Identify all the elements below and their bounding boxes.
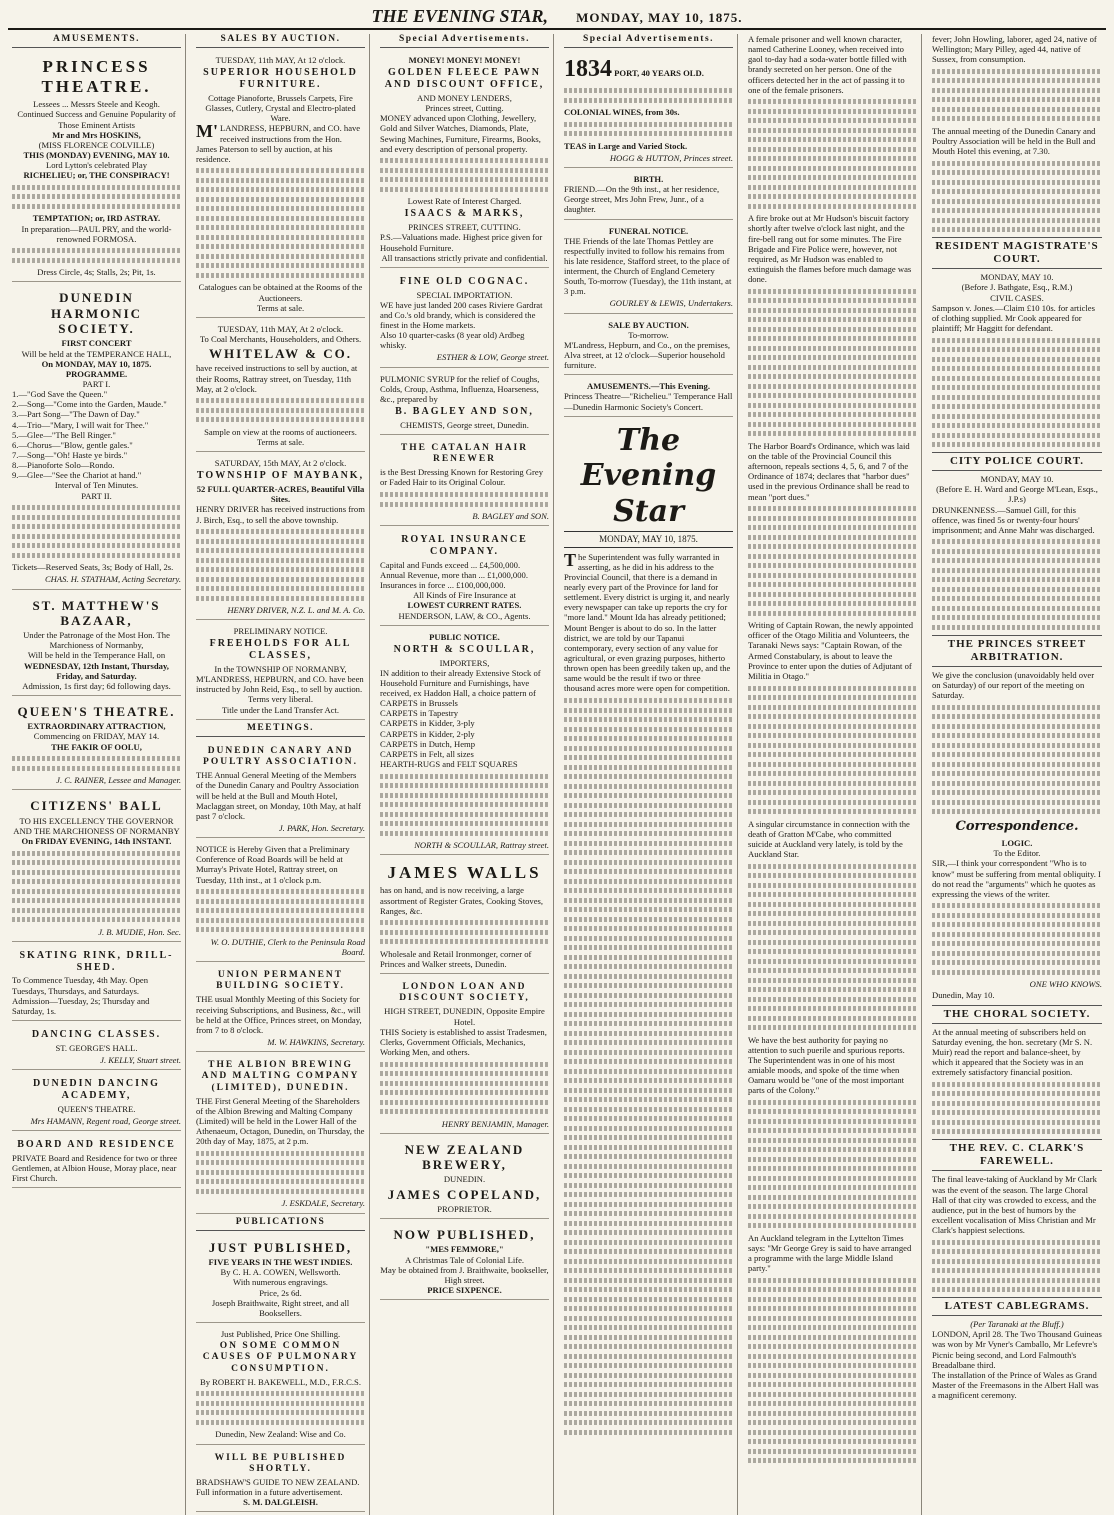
ad-line: COLONIAL WINES, from 30s. xyxy=(564,107,680,118)
ad-line: P.S.—Valuations made. Highest price given for Household Furniture. xyxy=(380,232,543,253)
ad-maybank-township xyxy=(196,455,365,620)
ad-line: Just Published, Price One Shilling. xyxy=(220,1328,341,1339)
ad-line: M'Landress, Hepburn, and Co., on the premises, Alva street, at 12 o'clock—Superior household furniture. xyxy=(564,339,730,371)
ad-line: PORT, 40 YEARS OLD. xyxy=(614,68,704,79)
letter-date: Dunedin, May 10. xyxy=(932,989,995,1000)
ad-james-walls xyxy=(380,858,549,974)
ad-title: WHITELAW & CO. xyxy=(209,346,352,362)
ad-dancing-academy xyxy=(12,1073,181,1131)
program-item: 2.—Song—"Come into the Garden, Maude." xyxy=(12,399,167,410)
ad-signature: Dunedin, New Zealand: Wise and Co. xyxy=(215,1429,346,1440)
ad-signature: J. KELLY, Stuart street. xyxy=(100,1054,181,1065)
ad-signature: W. O. DUTHIE, Clerk to the Peninsula Road Board. xyxy=(210,936,365,957)
ad-line: TUESDAY, 11th MAY, At 12 o'clock. xyxy=(215,55,346,66)
section-sales-by-auction: SALES BY AUCTION. xyxy=(196,34,365,48)
section-special-ads-2: Special Advertisements. xyxy=(564,34,733,48)
news-paragraph: Sampson v. Jones.—Claim £10 10s. for articles of clothing supplied. Mr Cook appeared for plaintiff; Mr Haggitt for defendant. xyxy=(932,302,1095,333)
ad-line: PART I. xyxy=(82,379,111,390)
text-filler xyxy=(748,289,917,437)
news-paragraph: DRUNKENNESS.—Samuel Gill, for this offence, was fined 5s or twenty-four hours' imprisonment; and Anne Mahr was discharged. xyxy=(932,504,1095,535)
text-filler xyxy=(748,506,917,616)
ad-line: On FRIDAY EVENING, 14th INSTANT. xyxy=(21,836,172,846)
paper-title: The Evening Star xyxy=(580,422,717,529)
ad-line: THE First General Meeting of the Shareholders of the Albion Brewing and Malting Company (Limited) will be held in the Lower Hall of the Athenaeum, Octagon, Dunedin, on Thursday, the 20th day of May, 1875, at 2 p.m. xyxy=(196,1095,365,1147)
masthead-title: THE EVENING STAR, xyxy=(371,6,549,26)
column-3 xyxy=(376,34,554,1515)
ad-line: NOTICE is Hereby Given that a Preliminary Conference of Road Boards will be held at Murray's Private Hotel, Rattray street, on Tuesday, 11th inst., at 1 o'clock p.m. xyxy=(196,844,350,885)
ad-line: THE Annual General Meeting of the Members of the Dunedin Canary and Poultry Association will be held at the Bull and Mouth Hotel, Maclaggan street, on Monday, 10th May, at half past 7 o'clock. xyxy=(196,770,361,821)
ad-hair-renewer xyxy=(380,438,549,526)
ad-title: GOLDEN FLEECE PAWN AND DISCOUNT OFFICE, xyxy=(384,67,545,91)
ad-line: Interval of Ten Minutes. xyxy=(54,480,139,491)
ad-title: DUNEDIN CANARY AND POULTRY ASSOCIATION. xyxy=(203,745,358,768)
ad-line: Lessees ... Messrs Steele and Keogh. xyxy=(33,99,160,110)
ad-coal-auction xyxy=(196,321,365,452)
ad-line: Wholesale and Retail Ironmonger, corner of Princes and Walker streets, Dunedin. xyxy=(380,948,532,969)
news-paragraph: A female prisoner and well known character, named Catherine Looney, when received into gaol to-day had a soda-water bottle filled with brandy secreted on her person. One of the officers detected her in the act of passing it to one of the female prisoners. xyxy=(748,34,907,95)
text-filler xyxy=(380,1062,549,1115)
program-item: 5.—Glee—"The Bell Ringer." xyxy=(12,429,116,440)
text-filler xyxy=(564,88,733,103)
letter-title: LOGIC. xyxy=(1001,838,1033,849)
ad-board-residence xyxy=(12,1134,181,1188)
ad-title: PUBLIC NOTICE. xyxy=(429,631,500,642)
ad-title: SALE BY AUCTION. xyxy=(608,319,689,330)
text-filler xyxy=(196,1151,365,1194)
ad-line: By C. H. A. COWEN, Wellsworth. xyxy=(220,1267,341,1278)
list-item: CARPETS in Brussels xyxy=(380,698,458,709)
ad-line: All Kinds of Fire Insurance at xyxy=(413,590,516,601)
list-item: CARPETS in Dutch, Hemp xyxy=(380,738,476,749)
text-filler xyxy=(12,851,181,923)
ad-title: FREEHOLDS FOR ALL CLASSES, xyxy=(209,638,352,662)
editorial-text: The Superintendent was fully warranted in asserting, as he did in his address to the Provincial Council, that there is a demand in nearly every part of the Province for land for settlement. Every district is urging it, and nearly every newspaper can take up reports the cry for "more land." Mount Ida has already petitioned; Mount Benger is about to do so. In the latter district, we are told by our Tapanui contemporary, every section of any value for agricultural, or even grazing purposes, hitherto thrown open has been greedily taken up, and the same would be the result if two or three thousand acres more were open for competition. xyxy=(564,549,731,694)
ad-title: NORTH & SCOULLAR, xyxy=(393,643,536,655)
ad-line: LOWEST CURRENT RATES. xyxy=(407,600,522,611)
news-paragraph: Writing of Captain Rowan, the newly appointed officer of the Otago Militia and Volunteers, the Taranaki News says: "Captain Rowan, of the Armed Constabulary, is about to leave the Province to enter upon the duties of Adjutant of Militia in Otago." xyxy=(748,620,914,681)
ad-line: "MES FEMMORE," xyxy=(425,1244,504,1255)
ad-line: On MONDAY, MAY 10, 1875. xyxy=(41,358,152,369)
section-meetings: MEETINGS. xyxy=(196,723,365,737)
ad-title: LONDON LOAN AND DISCOUNT SOCIETY, xyxy=(399,982,530,1004)
ad-line: IMPORTERS, xyxy=(439,657,490,668)
masthead xyxy=(8,6,1106,30)
ad-line: HIGH STREET, DUNEDIN, Opposite Empire Hotel. xyxy=(384,1006,545,1027)
ad-line: 52 FULL QUARTER-ACRES, Beautiful Villa Sites. xyxy=(196,484,365,505)
ad-line: TO HIS EXCELLENCY THE GOVERNOR xyxy=(19,815,174,826)
ad-line: Lord Lytton's celebrated Play xyxy=(45,160,148,171)
ad-line: PROGRAMME. xyxy=(65,368,128,379)
text-filler xyxy=(380,774,549,836)
ad-line: Will be held in the Temperance Hall, on xyxy=(27,650,166,661)
ad-title: QUEEN'S THEATRE. xyxy=(17,704,176,719)
ad-line: To Coal Merchants, Householders, and Others. xyxy=(199,333,362,344)
notice-sale-by-auction xyxy=(564,317,733,376)
ad-title: TOWNSHIP OF MAYBANK, xyxy=(196,470,365,482)
ad-title: NEW ZEALAND BREWERY, xyxy=(404,1141,525,1173)
ad-line: THE FAKIR OF OOLU, xyxy=(51,741,142,752)
section-resident-magistrate: RESIDENT MAGISTRATE'S COURT. xyxy=(932,237,1102,269)
news-paragraph: LONDON, April 28. The Two Thousand Guineas was won by Mr Vyner's Camballo, Mr Lefevre's Picnic being second, and Lord Falmouth's Breadalbane third. xyxy=(932,1329,1102,1370)
ad-line: is the Best Dressing Known for Restoring Grey or Faded Hair to its Original Colour. xyxy=(380,467,544,488)
ad-line: Admission, 1s first day; 6d following days. xyxy=(22,680,171,691)
notice-birth xyxy=(564,171,733,220)
ad-line: Commencing on FRIDAY, MAY 14. xyxy=(33,731,160,742)
ad-road-boards xyxy=(196,841,365,962)
ad-now-published xyxy=(380,1222,549,1300)
notice-amusements xyxy=(564,378,733,416)
ad-line: Annual Revenue, more than ... £1,000,000. xyxy=(380,569,528,580)
text-filler xyxy=(196,529,365,601)
ad-title: ISAACS & MARKS, xyxy=(404,208,525,220)
column-5 xyxy=(744,34,922,1515)
ad-line: M'LANDRESS, HEPBURN, and CO. have been instructed by John Reid, Esq., to sell by auction. xyxy=(196,674,364,695)
ad-line: BRADSHAW'S GUIDE TO NEW ZEALAND. Full information in a future advertisement. xyxy=(196,1476,360,1498)
ad-golden-fleece xyxy=(380,52,549,268)
paper-date: MONDAY, MAY 10, 1875. xyxy=(564,531,733,548)
ad-line: THE usual Monthly Meeting of this Society for receiving Subscriptions, and Business, &c., will be held at the Office, Princes street, on Monday, from 7 to 8 o'clock. xyxy=(196,994,362,1035)
ad-line: THIS Society is established to assist Tradesmen, Clerks, Government Officials, Mechanics, Working Men, and others. xyxy=(380,1026,547,1058)
ad-title: SUPERIOR HOUSEHOLD FURNITURE. xyxy=(203,67,358,91)
section-correspondence: Correspondence. xyxy=(955,818,1079,834)
text-filler xyxy=(564,698,733,1435)
ad-dancing-classes xyxy=(12,1024,181,1070)
program-item: 8.—Pianoforte Solo—Rondo. xyxy=(12,460,115,471)
ad-line: Capital and Funds exceed ... £4,500,000. xyxy=(380,559,521,570)
text-filler xyxy=(380,158,549,192)
ad-signature: HENDERSON, LAW, & CO., Agents. xyxy=(398,610,531,621)
ad-canary-poultry xyxy=(196,741,365,838)
ad-title: JAMES COPELAND, xyxy=(387,1186,542,1202)
ad-queens-theatre xyxy=(12,699,181,790)
ad-line: Catalogues can be obtained at the Rooms of the Auctioneers. xyxy=(198,282,363,303)
court-date: MONDAY, MAY 10. xyxy=(980,272,1054,283)
columns xyxy=(8,34,1106,1508)
ad-title: ON SOME COMMON CAUSES OF PULMONARY CONSUMPTION. xyxy=(202,1341,359,1374)
ad-line: DUNEDIN. xyxy=(443,1174,486,1185)
ad-line: THIS (MONDAY) EVENING, MAY 10. xyxy=(23,150,170,160)
ad-title: JUST PUBLISHED, xyxy=(208,1239,353,1255)
ad-line: EXTRAORDINARY ATTRACTION, xyxy=(27,721,166,732)
text-filler xyxy=(196,398,365,422)
text-filler xyxy=(748,99,917,209)
text-filler xyxy=(748,1278,917,1464)
ad-line: ST. GEORGE'S HALL. xyxy=(55,1042,138,1053)
ad-nz-brewery xyxy=(380,1137,549,1219)
text-filler xyxy=(12,248,181,263)
ad-signature: GOURLEY & LEWIS, Undertakers. xyxy=(609,298,733,309)
column-4 xyxy=(560,34,738,1515)
ad-line: TEMPTATION; or, IRD ASTRAY. xyxy=(32,213,161,224)
ad-signature: J. B. MUDIE, Hon. Sec. xyxy=(98,926,181,937)
ad-signature: CHAS. H. STATHAM, Acting Secretary. xyxy=(44,574,181,585)
text-filler xyxy=(380,492,549,507)
ad-pulmonic-syrup xyxy=(380,371,549,435)
ad-line: Title under the Land Transfer Act. xyxy=(221,704,340,715)
ad-title: CITIZENS' BALL xyxy=(30,798,163,814)
ad-line: TEAS in Large and Varied Stock. xyxy=(564,140,688,151)
ad-line: Joseph Braithwaite, Right street, and all Booksellers. xyxy=(211,1297,350,1318)
text-filler xyxy=(932,1240,1102,1293)
ad-title: UNION PERMANENT BUILDING SOCIETY. xyxy=(216,970,345,992)
ad-signature: Mrs HAMANN, Regent road, George street. xyxy=(30,1115,181,1126)
ad-line: PRELIMINARY NOTICE. xyxy=(233,626,328,637)
ad-line: Admission—Tuesday, 2s; Thursday and Saturday, 1s. xyxy=(12,995,150,1016)
news-paragraph: A fire broke out at Mr Hudson's biscuit factory shortly after twelve o'clock last night, and the fire-bell rang out for some minutes. The Fire Brigade and Fire Police were, however, not required, as Mr Hudson was enabled to extinguish the flames before much damage was done. xyxy=(748,213,912,285)
ad-line: Princes street, Cutting. xyxy=(425,103,504,114)
ad-line: QUEEN'S THEATRE. xyxy=(57,1103,136,1114)
ad-line: WE have just landed 200 cases Riviere Gardrat and Co.'s old brandy, which is considered the finest in the Home markets. xyxy=(380,299,543,330)
text-filler xyxy=(932,1082,1102,1135)
section-princes-street-arbitration: THE PRINCES STREET ARBITRATION. xyxy=(932,635,1102,667)
text-filler xyxy=(196,168,365,278)
program-item: 6.—Chorus—"Blow, gentle gales." xyxy=(12,439,133,450)
ad-line: Under the Patronage of the Most Hon. The Marchioness of Normanby, xyxy=(23,630,170,651)
ad-title: AMUSEMENTS.—This Evening. xyxy=(587,381,710,392)
ad-line: has on hand, and is now receiving, a large assortment of Register Grates, Cooking Stoves, Ranges, &c. xyxy=(380,885,544,916)
section-special-ads: Special Advertisements. xyxy=(380,34,549,48)
ad-line: Terms at sale. xyxy=(256,302,305,313)
ad-line: HENRY DRIVER has received instructions from J. Birch, Esq., to sell the above township. xyxy=(196,504,365,525)
text-filler xyxy=(932,338,1102,448)
news-paragraph: A singular circumstance in connection with the death of Gratton M'Cabe, who committed suicide at Auckland very lately, is told by the Auckland Star. xyxy=(748,818,910,859)
wine-year: 1834 xyxy=(564,56,612,83)
ad-signature: J. PARK, Hon. Secretary. xyxy=(278,823,365,834)
ad-line: All transactions strictly private and confidential. xyxy=(381,252,548,263)
cable-source: (Per Taranaki at the Bluff.) xyxy=(970,1319,1064,1330)
court-date: MONDAY, MAY 10. xyxy=(980,474,1054,485)
ad-line: Those Eminent Artists xyxy=(58,119,135,130)
list-item: CARPETS in Kidder, 3-ply xyxy=(380,718,475,729)
news-paragraph: SIR,—I think your correspondent "Who is to know" must be suffering from mental obliquity. I do not read the "arguments" which he quotes as expressing the views of the writer. xyxy=(932,858,1101,899)
ad-furniture-auction xyxy=(196,52,365,318)
ad-citizens-ball xyxy=(12,793,181,941)
ad-title: DANCING CLASSES. xyxy=(31,1028,162,1040)
section-amusements: AMUSEMENTS. xyxy=(12,34,181,48)
ad-title: B. BAGLEY AND SON, xyxy=(395,405,534,417)
ad-line: Sample on view at the rooms of auctioneers. Terms at sale. xyxy=(204,426,357,448)
court-bench: (Before E. H. Ward and George M'Lean, Esqs., J.P.s) xyxy=(936,484,1098,505)
ad-skating-rink xyxy=(12,945,181,1021)
ad-signature: HENRY BENJAMIN, Manager. xyxy=(441,1118,549,1129)
text-filler xyxy=(12,505,181,558)
ad-line: FRIEND.—On the 9th inst., at her residence, George street, Mrs John Frew, Junr., of a daughter. xyxy=(564,184,720,215)
ad-signature: J. C. RAINER, Lessee and Manager. xyxy=(56,775,181,786)
text-filler xyxy=(196,1391,365,1425)
ad-line: PULMONIC SYRUP for the relief of Coughs, Colds, Croup, Asthma, Influenza, Hoarseness, &c., prepared by xyxy=(380,373,540,404)
ad-royal-insurance xyxy=(380,529,549,625)
ad-north-scoullar xyxy=(380,629,549,856)
ad-line: To Commence Tuesday, 4th May. Open Tuesdays, Thursdays, and Saturdays. xyxy=(12,975,149,996)
ad-line: (MISS FLORENCE COLVILLE) xyxy=(38,139,155,150)
ad-signature: J. ESKDALE, Secretary. xyxy=(281,1198,365,1209)
ad-line: AND THE MARCHIONESS OF NORMANBY xyxy=(13,825,180,836)
ad-line: MONEY! MONEY! MONEY! xyxy=(408,55,521,66)
news-paragraph: An Auckland telegram in the Lyttelton Times says: "Mr George Grey is said to have arranged a programme with the large Middle Island party." xyxy=(748,1232,912,1274)
program-item: 4.—Trio—"Mary, I will wait for Thee." xyxy=(12,419,149,430)
ad-signature: HENRY DRIVER, N.Z. L. and M. A. Co. xyxy=(227,605,365,616)
ad-signature: NORTH & SCOULLAR, Rattray street. xyxy=(414,840,549,851)
news-paragraph: We give the conclusion (unavoidably held over on Saturday) of our report of the meeting on Saturday. xyxy=(932,669,1095,701)
ad-title: BIRTH. xyxy=(633,173,664,184)
ad-port-wine xyxy=(564,52,733,168)
text-filler xyxy=(748,686,917,815)
ad-line: With numerous engravings. xyxy=(233,1277,328,1288)
ad-building-society xyxy=(196,965,365,1052)
ad-line: In preparation—PAUL PRY, and the world-renowned FORMOSA. xyxy=(21,223,172,244)
ad-line: CHEMISTS, George street, Dunedin. xyxy=(400,419,529,430)
ad-line: SATURDAY, 15th MAY, At 2 o'clock. xyxy=(214,458,347,469)
text-filler xyxy=(196,889,365,932)
ad-line: To-morrow. xyxy=(628,329,669,340)
text-filler xyxy=(748,864,917,1031)
list-item: CARPETS in Tapestry xyxy=(380,708,459,719)
ad-normanby-freeholds xyxy=(196,623,365,719)
ad-title: WILL BE PUBLISHED SHORTLY. xyxy=(214,1452,347,1474)
ad-title: DUNEDIN DANCING ACADEMY, xyxy=(33,1078,160,1101)
ad-title: FUNERAL NOTICE. xyxy=(608,225,689,236)
ad-title: SKATING RINK, DRILL-SHED. xyxy=(19,949,174,973)
letter-salutation: To the Editor. xyxy=(993,848,1041,859)
masthead-date: MONDAY, MAY 10, 1875. xyxy=(576,10,743,25)
ad-line: RICHELIEU; or, THE CONSPIRACY! xyxy=(23,170,170,181)
ad-london-loan xyxy=(380,977,549,1134)
ad-line: FIVE YEARS IN THE WEST INDIES. xyxy=(208,1257,353,1268)
ad-title: ST. MATTHEW'S BAZAAR, xyxy=(32,597,161,628)
ad-line: AND MONEY LENDERS, xyxy=(417,92,512,103)
ad-line: By ROBERT H. BAKEWELL, M.D., F.R.C.S. xyxy=(200,1376,361,1387)
notice-funeral xyxy=(564,223,733,314)
news-paragraph: At the annual meeting of subscribers held on Saturday evening, the hon. secretary (Mr S. N. Muir) read the report and balance-sheet, by which it appeared that the Society was in an extremely satisfactory financial position. xyxy=(932,1026,1093,1078)
section-clark-farewell: THE REV. C. CLARK'S FAREWELL. xyxy=(932,1139,1102,1171)
news-paragraph: We have the best authority for paying no attention to such puerile and spurious reports. The Superintendent was in one of his most amiable moods, and spoke of the time when Oamaru would be "one of the most important parts of the Colony." xyxy=(748,1034,905,1096)
ad-title: THE ALBION BREWING AND MALTING COMPANY (LIMITED), DUNEDIN. xyxy=(201,1060,360,1093)
ad-line: IN addition to their already Extensive Stock of Household Furniture and Furnishings, have received, ex Haddon Hall, a choice pattern of xyxy=(380,667,541,699)
text-filler xyxy=(932,539,1102,630)
ad-line: Also 10 quarter-casks (8 year old) Ardbeg whisky. xyxy=(380,330,525,351)
letter-signature: ONE WHO KNOWS. xyxy=(1029,979,1102,990)
ad-line: A Christmas Tale of Colonial Life. xyxy=(404,1254,525,1265)
section-publications: PUBLICATIONS xyxy=(196,1217,365,1231)
ad-line: Mr and Mrs HOSKINS, xyxy=(52,129,141,140)
ad-title: FINE OLD COGNAC. xyxy=(399,275,530,287)
ad-signature: M. W. HAWKINS, Secretary. xyxy=(267,1037,365,1047)
ad-signature: HOGG & HUTTON, Princes street. xyxy=(609,152,733,163)
ad-line: SPECIAL IMPORTATION. xyxy=(416,289,513,300)
text-filler xyxy=(932,705,1102,815)
ad-line: FIRST CONCERT xyxy=(61,338,132,349)
ad-west-indies-book xyxy=(196,1235,365,1323)
text-filler xyxy=(380,920,549,944)
ad-title: JAMES WALLS xyxy=(387,863,542,883)
ad-line: Terms very liberal. xyxy=(247,694,314,705)
ad-line: Price, 2s 6d. xyxy=(259,1287,302,1298)
ad-line: PRINCES STREET, CUTTING. xyxy=(408,222,521,233)
ad-title: NOW PUBLISHED, xyxy=(393,1227,536,1243)
ad-fine-old-cognac xyxy=(380,271,549,368)
program-item: 9.—Glee—"See the Chariot at hand." xyxy=(12,470,142,481)
court-subhead: CIVIL CASES. xyxy=(990,292,1044,303)
program-item: 7.—Song—"Oh! Haste ye birds." xyxy=(12,450,128,461)
ad-princess-theatre xyxy=(12,52,181,282)
ad-harmonic-society xyxy=(12,285,181,589)
ad-line: Dress Circle, 4s; Stalls, 2s; Pit, 1s. xyxy=(37,267,156,278)
text-filler xyxy=(12,185,181,209)
news-paragraph: The annual meeting of the Dunedin Canary and Poultry Association will be held in the Bull and Mouth Hotel this evening, at 7.30. xyxy=(932,125,1096,157)
ad-line: In the TOWNSHIP OF NORMANBY, xyxy=(214,664,347,675)
ad-line: Continued Success and Genuine Popularity of xyxy=(17,109,176,120)
ad-line: MONEY advanced upon Clothing, Jewellery, Gold and Silver Watches, Diamonds, Plate, Sewing Machines, Furniture, Firearms, Books, and every description of personal property. xyxy=(380,113,541,154)
ad-line: Princess Theatre—"Richelieu." Temperance Hall—Dunedin Harmonic Society's Concert. xyxy=(564,391,733,412)
text-filler xyxy=(564,122,733,137)
column-2 xyxy=(192,34,370,1515)
ad-title: BOARD AND RESIDENCE xyxy=(17,1138,176,1150)
ad-line: Will be held at the TEMPERANCE HALL, xyxy=(21,348,172,359)
column-1 xyxy=(8,34,186,1515)
ad-line: May be obtained from J. Braithwaite, bookseller, High street. xyxy=(380,1264,549,1285)
news-paragraph: The Harbor Board's Ordinance, which was laid on the table of the Provincial Council this afternoon, repeals sections 4, 5, 6, and 7 of the Ordinance of 1874; declares that "harbor dues" used in the previous Ordinance shall be read to mean "port dues." xyxy=(748,440,910,502)
ad-line: TUESDAY, 11th MAY, At 2 o'clock. xyxy=(217,323,344,334)
ad-line: Insurances in force ... £100,000,000. xyxy=(380,580,506,591)
text-filler xyxy=(932,903,1102,975)
section-choral-society: THE CHORAL SOCIETY. xyxy=(932,1005,1102,1024)
ad-consumption-book xyxy=(196,1326,365,1445)
ad-line: WEDNESDAY, 12th Instant, Thursday, Friday, and Saturday. xyxy=(24,660,169,681)
ad-line: PRICE SIXPENCE. xyxy=(427,1284,502,1295)
ad-line: PART II. xyxy=(81,490,112,501)
ad-line: have received instructions to sell by auction, at their Rooms, Rattray street, on Tuesday, 11th May, at 2 o'clock. xyxy=(196,363,358,394)
program-item: 1.—"God Save the Queen." xyxy=(12,389,108,400)
ad-title: THE CATALAN HAIR RENEWER xyxy=(400,442,529,465)
ad-title: DUNEDIN HARMONIC SOCIETY. xyxy=(50,290,143,337)
section-city-police-court: CITY POLICE COURT. xyxy=(932,452,1102,471)
ad-title: PRINCESS THEATRE. xyxy=(41,57,152,97)
ad-line: M'LANDRESS, HEPBURN, and CO. have received instructions from the Hon. James Paterson to sell by auction, at his residence. xyxy=(196,121,361,164)
ad-bradshaw-guide xyxy=(196,1448,365,1513)
text-filler xyxy=(932,161,1102,233)
list-item: CARPETS in Kidder, 2-ply xyxy=(380,728,475,739)
text-filler xyxy=(932,69,1102,122)
ad-signature: B. BAGLEY and SON. xyxy=(472,511,549,522)
ad-bazaar xyxy=(12,593,181,697)
news-paragraph: The final leave-taking of Auckland by Mr Clark was the event of the season. The large Choral Hall of that city was crowded to excess, and the audience, put in the best of humors by the excellent vocalisation of Miss Christian and Mr Clark's happiest selections. xyxy=(932,1174,1097,1236)
court-bench: (Before J. Bathgate, Esq., R.M.) xyxy=(961,282,1073,293)
text-filler xyxy=(12,756,181,771)
ad-line: Lowest Rate of Interest Charged. xyxy=(407,196,522,207)
list-item: HEARTH-RUGS and FELT SQUARES xyxy=(380,759,518,770)
ad-line: THE Friends of the late Thomas Pettley are respectfully invited to follow his remains from his late residence, Stafford street, to the place of interment, the Church of England Cemetery South, To-morrow (Tuesday), the 11th instant, at 3 p.m. xyxy=(564,235,732,297)
text-filler xyxy=(748,1100,917,1229)
program-item: 3.—Part Song—"The Dawn of Day." xyxy=(12,409,140,420)
news-paragraph: The installation of the Prince of Wales as Grand Master of the Freemasons in the Albert Hall was a magnificent ceremony. xyxy=(932,1369,1099,1401)
ad-line: PRIVATE Board and Residence for two or three Gentlemen, at Albion House, Moray place, near First Church. xyxy=(12,1152,178,1183)
ad-albion-brewing xyxy=(196,1055,365,1213)
list-item: CARPETS in Felt, all sizes xyxy=(380,748,474,759)
ad-title: ROYAL INSURANCE COMPANY. xyxy=(401,534,528,558)
ad-signature: S. M. DALGLEISH. xyxy=(243,1497,318,1508)
ad-line: Cottage Pianoforte, Brussels Carpets, Fire Glasses, Cutlery, Crystal and Electro-plated Ware. xyxy=(205,92,356,124)
ad-signature: ESTHER & LOW, George street. xyxy=(436,352,549,363)
ad-line: PROPRIETOR. xyxy=(437,1203,492,1214)
news-paragraph: fever; John Howling, laborer, aged 24, native of Wellington; Mary Pilley, aged 44, native of Sussex, from consumption. xyxy=(932,34,1097,65)
column-6 xyxy=(928,34,1106,1515)
ad-line: Tickets—Reserved Seats, 3s; Body of Hall, 2s. xyxy=(12,562,174,573)
section-latest-cablegrams: LATEST CABLEGRAMS. xyxy=(932,1297,1102,1316)
